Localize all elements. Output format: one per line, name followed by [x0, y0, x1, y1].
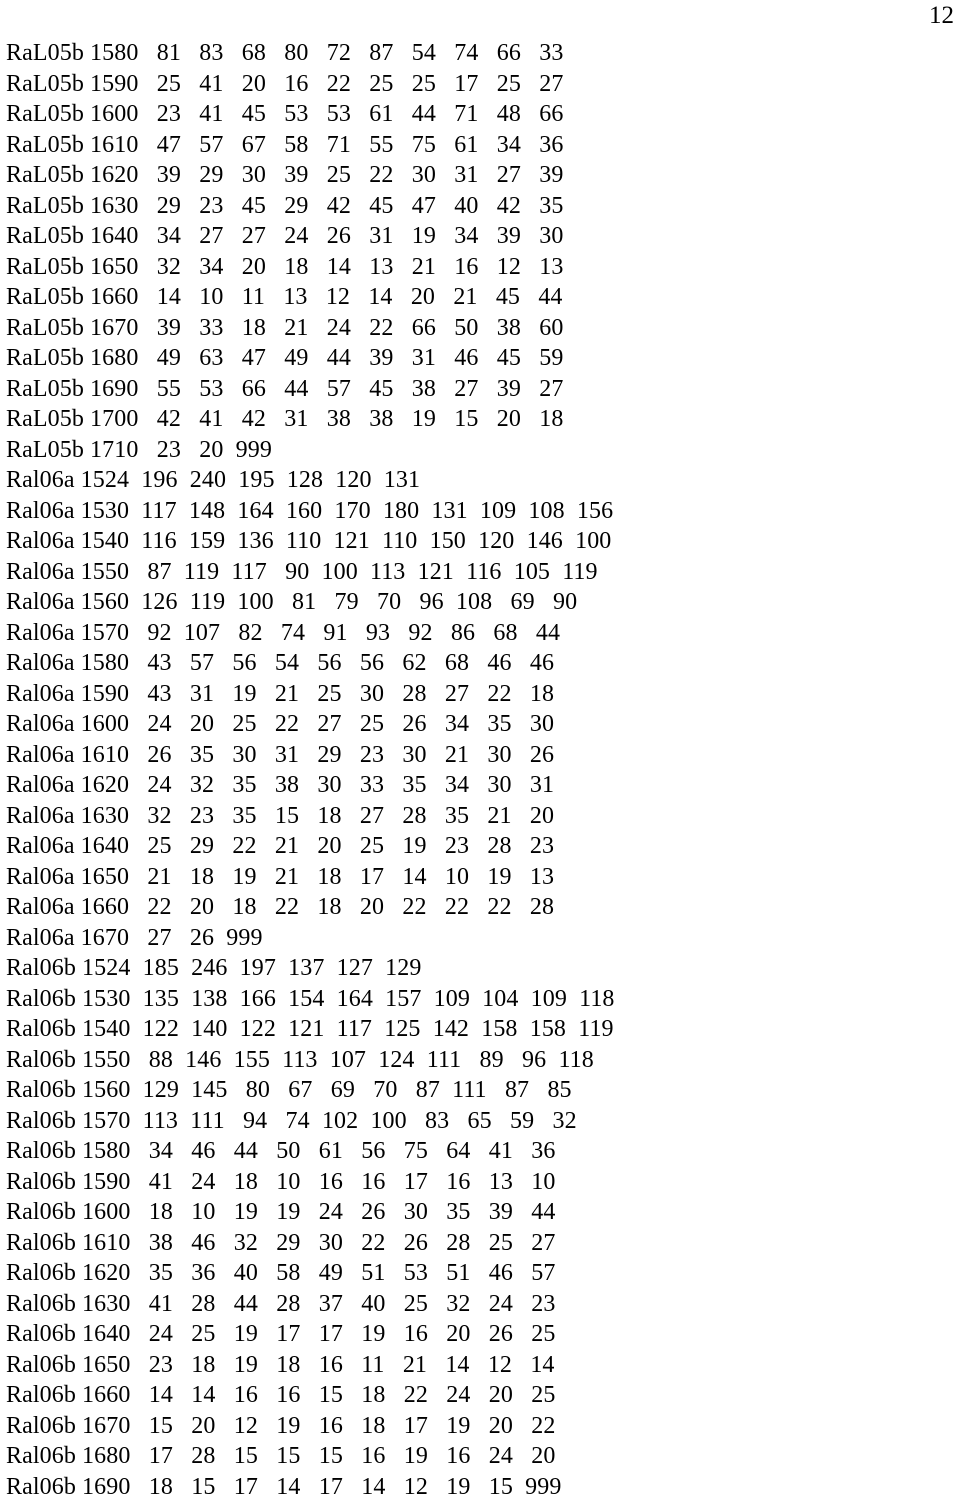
data-line: RaL05b 1700 42 41 42 31 38 38 19 15 20 18 — [6, 404, 946, 435]
data-line: Ral06b 1560 129 145 80 67 69 70 87 111 87 85 — [6, 1075, 946, 1106]
data-line: Ral06a 1620 24 32 35 38 30 33 35 34 30 31 — [6, 770, 946, 801]
data-line: Ral06a 1550 87 119 117 90 100 113 121 116 105 119 — [6, 557, 946, 588]
data-line: Ral06a 1570 92 107 82 74 91 93 92 86 68 44 — [6, 618, 946, 649]
data-line: Ral06b 1620 35 36 40 58 49 51 53 51 46 57 — [6, 1258, 946, 1289]
data-line: RaL05b 1650 32 34 20 18 14 13 21 16 12 13 — [6, 252, 946, 283]
page-number: 12 — [929, 2, 954, 30]
data-line: RaL05b 1710 23 20 999 — [6, 435, 946, 466]
data-line: Ral06b 1600 18 10 19 19 24 26 30 35 39 44 — [6, 1197, 946, 1228]
data-line: Ral06b 1570 113 111 94 74 102 100 83 65 59 32 — [6, 1106, 946, 1137]
data-line: RaL05b 1660 14 10 11 13 12 14 20 21 45 44 — [6, 282, 946, 313]
data-line: Ral06a 1530 117 148 164 160 170 180 131 109 108 156 — [6, 496, 946, 527]
data-line: Ral06b 1550 88 146 155 113 107 124 111 89 96 118 — [6, 1045, 946, 1076]
data-line: RaL05b 1600 23 41 45 53 53 61 44 71 48 66 — [6, 99, 946, 130]
data-line: Ral06a 1590 43 31 19 21 25 30 28 27 22 18 — [6, 679, 946, 710]
data-line: Ral06a 1670 27 26 999 — [6, 923, 946, 954]
data-line: RaL05b 1620 39 29 30 39 25 22 30 31 27 39 — [6, 160, 946, 191]
data-listing — [6, 38, 946, 1502]
data-line: Ral06a 1650 21 18 19 21 18 17 14 10 19 13 — [6, 862, 946, 893]
data-line: Ral06b 1670 15 20 12 19 16 18 17 19 20 22 — [6, 1411, 946, 1442]
data-line: RaL05b 1610 47 57 67 58 71 55 75 61 34 36 — [6, 130, 946, 161]
data-line: Ral06b 1610 38 46 32 29 30 22 26 28 25 27 — [6, 1228, 946, 1259]
data-line: Ral06b 1640 24 25 19 17 17 19 16 20 26 25 — [6, 1319, 946, 1350]
data-line: RaL05b 1590 25 41 20 16 22 25 25 17 25 27 — [6, 69, 946, 100]
data-line: RaL05b 1630 29 23 45 29 42 45 47 40 42 35 — [6, 191, 946, 222]
data-line: Ral06b 1590 41 24 18 10 16 16 17 16 13 10 — [6, 1167, 946, 1198]
data-line: Ral06a 1610 26 35 30 31 29 23 30 21 30 26 — [6, 740, 946, 771]
data-line: Ral06b 1540 122 140 122 121 117 125 142 158 158 119 — [6, 1014, 946, 1045]
data-line: Ral06b 1580 34 46 44 50 61 56 75 64 41 36 — [6, 1136, 946, 1167]
data-line: Ral06a 1524 196 240 195 128 120 131 — [6, 465, 946, 496]
data-line: Ral06a 1600 24 20 25 22 27 25 26 34 35 30 — [6, 709, 946, 740]
data-line: RaL05b 1640 34 27 27 24 26 31 19 34 39 30 — [6, 221, 946, 252]
data-line: Ral06a 1640 25 29 22 21 20 25 19 23 28 23 — [6, 831, 946, 862]
data-line: Ral06b 1630 41 28 44 28 37 40 25 32 24 23 — [6, 1289, 946, 1320]
data-line: Ral06a 1660 22 20 18 22 18 20 22 22 22 28 — [6, 892, 946, 923]
data-line: Ral06b 1530 135 138 166 154 164 157 109 104 109 118 — [6, 984, 946, 1015]
data-line: Ral06a 1580 43 57 56 54 56 56 62 68 46 46 — [6, 648, 946, 679]
data-line: Ral06b 1690 18 15 17 14 17 14 12 19 15 999 — [6, 1472, 946, 1502]
data-line: Ral06b 1660 14 14 16 16 15 18 22 24 20 25 — [6, 1380, 946, 1411]
data-line: Ral06b 1680 17 28 15 15 15 16 19 16 24 20 — [6, 1441, 946, 1472]
data-line: RaL05b 1670 39 33 18 21 24 22 66 50 38 60 — [6, 313, 946, 344]
data-line: Ral06b 1524 185 246 197 137 127 129 — [6, 953, 946, 984]
data-line: RaL05b 1680 49 63 47 49 44 39 31 46 45 59 — [6, 343, 946, 374]
data-line: Ral06a 1560 126 119 100 81 79 70 96 108 69 90 — [6, 587, 946, 618]
data-line: Ral06a 1540 116 159 136 110 121 110 150 120 146 100 — [6, 526, 946, 557]
data-line: RaL05b 1690 55 53 66 44 57 45 38 27 39 27 — [6, 374, 946, 405]
data-line: Ral06a 1630 32 23 35 15 18 27 28 35 21 20 — [6, 801, 946, 832]
data-line: RaL05b 1580 81 83 68 80 72 87 54 74 66 33 — [6, 38, 946, 69]
data-line: Ral06b 1650 23 18 19 18 16 11 21 14 12 14 — [6, 1350, 946, 1381]
